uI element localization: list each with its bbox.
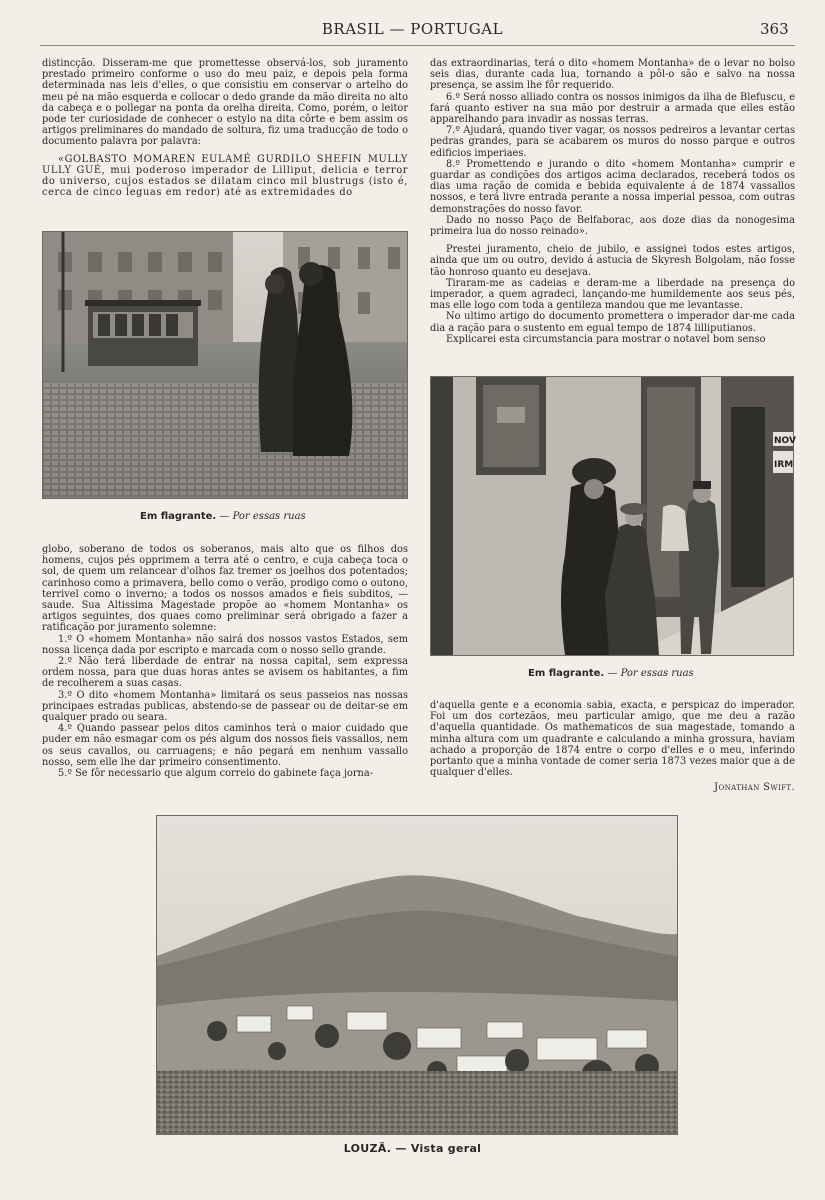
paragraph: Prestei juramento, cheio de jubilo, e assignei todos estes artigos, ainda que um ou outro, devido á astucia de Skyresh Bolgolam, não fosse tão honroso quanto eu desejava. (430, 244, 795, 278)
louza-landscape-image (157, 816, 677, 1134)
right-column-top (430, 58, 795, 345)
caption-lead: Em flagrante. (140, 511, 217, 522)
photo2-caption (528, 668, 694, 679)
street-tram-image (43, 232, 407, 498)
photo-louza-landscape (156, 815, 678, 1135)
photo-street-tram (42, 231, 408, 499)
caption-rest: — Por essas ruas (219, 511, 306, 522)
author-signature: Jonathan Swift. (714, 782, 795, 794)
paragraph: d'aquella gente e a economia sabia, exacta, e perspicaz do imperador. Foi um dos cortezãos, meu particular amigo, que me deu a razão d'aquella quantidade. Os mathematicos de sua magestade, tomando a minha altura com um quadrante e calculando a minha grossura, haviam achado a proporção de 1874 entre o corpo d'elles e o meu, inferindo portanto que a minha vontade de comer seria 1873 vezes maior que a de qualquer d'elles. (430, 700, 795, 779)
paragraph: 6.º Será nosso alliado contra os nossos inimigos da ilha de Blefuscu, e fará quanto estiver na sua mão por destruir a armada que elles estão apparelhando para invadir as nossas terras. (430, 91, 795, 126)
photo-street-pedestrians (430, 376, 794, 656)
street-pedestrians-image (431, 377, 796, 655)
paragraph: 1.º O «homem Montanha» não sairá dos nossos vastos Estados, sem nossa licença dada por escripto e marcada com o nosso sello grande. (42, 633, 408, 656)
paragraph: Dado no nosso Paço de Belfaborac, aos doze dias da nonogesima primeira lua do nosso reinado». (430, 214, 795, 238)
paragraph: globo, soberano de todos os soberanos, mais alto que os filhos dos homens, cujos pés opprimem a terra até o centro, e cuja cabeça toca o sol, de quem um relancear d'olhos faz tremer os joelhos dos potentados; carinhoso como a primavera, bello como o verão, prodigo como o outono, terrivel como o inverno; a todos os nossos amados e fieis subditos, — saude. Sua Altissima Magestade propõe ao «homem Montanha» os artigos seguintes, dos quaes como preliminar será obrigado a fazer a ratificação por juramento solemne: (42, 544, 408, 634)
paragraph: 5.º Se fôr necessario que algum correio do gabinete faça jorna- (58, 768, 374, 780)
paragraph: 3.º O dito «homem Montanha» limitará os seus passeios nas nossas principaes estradas publicas, abstendo-se de passear ou de deitar-se em qualquer prado ou seara. (42, 689, 408, 724)
caption-lead: Em flagrante. (528, 668, 605, 679)
caption-rest: — Por essas ruas (607, 668, 694, 679)
header-rule (40, 45, 795, 46)
page-number: 363 (760, 20, 789, 38)
sign-nov: NOV (774, 436, 796, 446)
paragraph: distincção. Disseram-me que promettesse observá-los, sob juramento prestado primeiro conforme o uso do meu paiz, e depois pela forma determinada nas leis d'elles, o que consistiu em conservar o artelho do meu pé na mão esquerda e collocar o dedo grande da mão direita no alto da cabeça e o pollegar na ponta da orelha direita. Como, porém, o leitor pode ter curiosidade de conhecer o estylo na dita côrte e bem assim os artigos preliminares do mandado de soltura, fiz uma traducção de todo o documento palavra por palavra: (42, 58, 408, 148)
left-column-bottom (42, 544, 408, 779)
photo3-caption: LOUZÃ. — Vista geral (343, 1142, 482, 1155)
paragraph: das extraordinarias, terá o dito «homem Montanha» de o levar no bolso seis dias, durante cada lua, tornando a pôl-o são e salvo na nossa presença, se assim lhe fôr requerido. (430, 58, 795, 92)
paragraph: «GOLBASTO MOMAREN EULAMÉ GURDILO SHEFIN MULLY ULLY GUÉ, mui poderoso imperador de Lilliput, delicia e terror do universo, cujos estados se dilatam cinco mil blustrugs (isto é, cerca de cinco leguas em redor) até as extremidades do (42, 153, 408, 199)
paragraph: Explicarei esta circumstancia para mostrar o notavel bom senso (446, 333, 766, 345)
photo1-caption (140, 511, 306, 522)
paragraph: No ultimo artigo do documento promettera o imperador dar-me cada dia a ração para o sustento em egual tempo de 1874 lilliputianos. (430, 311, 795, 334)
paragraph: 7.º Ajudará, quando tiver vagar, os nossos pedreiros a levantar certas pedras grandes, para se acabarem os muros do nosso parque e outros edificios imperiaes. (430, 125, 795, 159)
paragraph: 8.º Promettendo e jurando o dito «homem Montanha» cumprir e guardar as condições dos artigos acima declarados, receberá todos os dias uma ração de comida e bebida equivalente á de 1874 vassallos nossos, e terá livre entrada perante a nossa imperial pessoa, com outras demonstrações do nosso favor. (430, 158, 795, 215)
paragraph: Tiraram-me as cadeias e deram-me a liberdade na presença do imperador, a quem agradeci, lançando-me humildemente aos seus pés, mas elle logo com toda a gentileza mandou que me levantasse. (430, 277, 795, 312)
page-header-title: BRASIL — PORTUGAL (321, 20, 504, 38)
right-column-bottom (430, 700, 795, 794)
sign-irm: IRM (774, 460, 794, 470)
paragraph: 2.º Não terá liberdade de entrar na nossa capital, sem expressa ordem nossa, para que duas horas antes se avisem os habitantes, a fim de recolherem a suas casas. (42, 656, 408, 690)
left-column-top (42, 58, 408, 198)
paragraph: 4.º Quando passear pelos ditos caminhos terá o maior cuidado que puder em não esmagar com os pés algum dos nossos fieis vassallos, nem os seus cavallos, ou carruagens; e não pegará em nenhum vassallo nosso, sem elle lhe dar primeiro consentimento. (42, 723, 408, 768)
